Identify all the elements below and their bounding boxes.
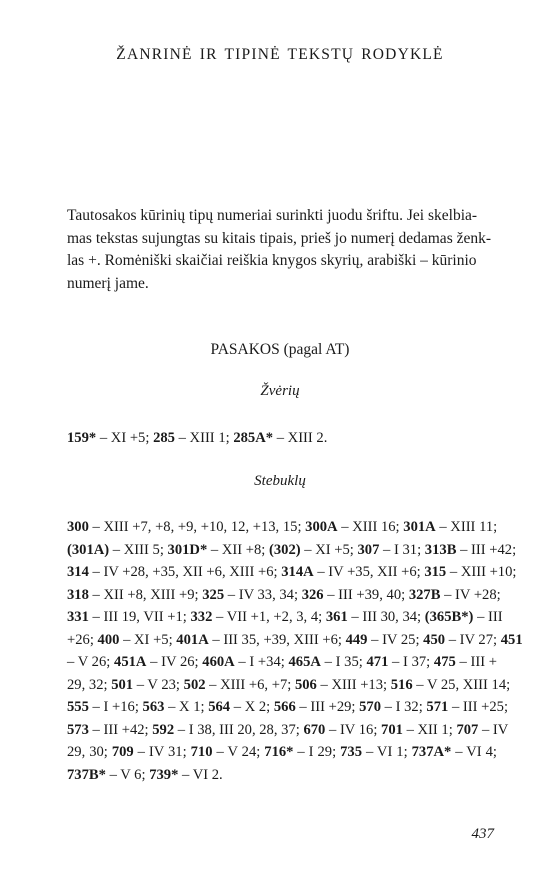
tale-type-number: 570 — [359, 699, 382, 715]
tale-type-number: 301A — [403, 519, 436, 535]
tale-type-number: 701 — [381, 721, 403, 738]
chapter-references: – I 37; — [388, 654, 434, 670]
tale-type-number: 710 — [190, 744, 213, 760]
chapter-references: – V 26; — [67, 654, 115, 670]
intro-paragraph — [67, 205, 497, 295]
entries-zveriu — [67, 427, 497, 450]
tale-type-number: 592 — [152, 721, 175, 738]
chapter-references: – V 24; — [212, 744, 265, 760]
tale-type-number: 400 — [97, 631, 120, 648]
chapter-references: – V 6; — [105, 766, 150, 783]
tale-type-number: 502 — [183, 676, 206, 693]
tale-type-number: 300 — [67, 519, 89, 535]
chapter-references: – XIII 11; — [435, 519, 498, 535]
chapter-references: – IV 27; — [445, 631, 501, 648]
chapter-references: – III 30, 34; — [347, 609, 425, 625]
entry-line — [67, 606, 503, 629]
chapter-references: – XIII +6, +7; — [205, 676, 295, 693]
chapter-references: – III +25; — [448, 699, 509, 715]
subsection-heading-zveriu: Žvėrių — [260, 383, 300, 399]
tale-type-number: 564 — [208, 699, 231, 715]
entry-line — [67, 539, 517, 562]
chapter-references: – XIII 2. — [273, 430, 328, 446]
chapter-references: – XI +5; — [119, 631, 177, 648]
tale-type-number: 315 — [424, 564, 447, 580]
intro-line: Tautosakos kūrinių tipų numeriai surinkti juodu šriftu. Jei skelbia- — [67, 207, 478, 224]
tale-type-number: 516 — [390, 676, 413, 693]
tale-type-number: 555 — [67, 699, 89, 715]
chapter-references: – XIII +7, +8, +9, +10, 12, +13, 15; — [88, 519, 306, 535]
chapter-references: – V 25, XIII 14; — [412, 676, 511, 693]
entry-line — [67, 741, 497, 764]
tale-type-number: 716* — [264, 744, 294, 760]
entry-line — [67, 561, 517, 584]
chapter-references: – XIII 16; — [337, 519, 404, 535]
chapter-references: – I 38, III 20, 28, 37; — [174, 721, 304, 738]
chapter-references: – IV 16; — [325, 721, 382, 738]
chapter-references: – IV +28; — [440, 586, 501, 603]
entries-stebuklu — [67, 516, 523, 786]
intro-line: las +. Romėniški skaičiai reiškia knygos skyrių, arabiški – kūrinio — [67, 252, 477, 269]
tale-type-number: 449 — [345, 631, 368, 648]
chapter-references: – III 35, +39, XIII +6; — [208, 631, 346, 648]
chapter-references: – XIII +10; — [446, 564, 517, 580]
tale-type-number: 471 — [366, 654, 389, 670]
tale-type-number: 475 — [433, 654, 456, 670]
entry-line — [67, 696, 509, 719]
entry-line — [67, 651, 497, 674]
chapter-references: – XIII 5; — [109, 541, 168, 558]
chapter-references: – III — [473, 609, 503, 625]
chapter-references: – VI 2. — [178, 766, 223, 783]
tale-type-number: 709 — [111, 744, 134, 760]
chapter-references: – IV 33, 34; — [224, 586, 302, 603]
tale-type-number: 563 — [142, 699, 165, 715]
chapter-references: – I 29; — [293, 744, 341, 760]
chapter-references: – IV +28, +35, XII +6, XIII +6; — [88, 564, 282, 580]
tale-type-number: 670 — [303, 721, 326, 738]
entry-line — [67, 427, 497, 450]
entry-line — [67, 764, 497, 787]
tale-type-number: 331 — [67, 609, 89, 625]
tale-type-number: 285 — [153, 430, 175, 446]
chapter-references: – III +42; — [456, 541, 517, 558]
chapter-references: – III 19, VII +1; — [88, 609, 191, 625]
tale-type-number: 314 — [67, 564, 89, 580]
chapter-references: – XI +5; — [96, 430, 154, 446]
tale-type-number: 566 — [273, 699, 296, 715]
tale-type-number: 707 — [456, 721, 479, 738]
tale-type-number: 460A — [202, 654, 235, 670]
tale-type-number: (301A) — [67, 541, 110, 558]
tale-type-number: 301D* — [167, 541, 208, 558]
chapter-references: – IV +35, XII +6; — [313, 564, 425, 580]
chapter-references: – XIII +13; — [316, 676, 391, 693]
chapter-references: +26; — [67, 631, 98, 648]
entry-line — [67, 674, 511, 697]
tale-type-number: 739* — [149, 766, 179, 783]
chapter-references: – XII +8, XIII +9; — [88, 586, 203, 603]
chapter-references: – I +34; — [234, 654, 289, 670]
subsection-heading-stebuklu: Stebuklų — [254, 473, 306, 489]
chapter-references: – XII 1; — [402, 721, 457, 738]
chapter-references: – X 1; — [164, 699, 209, 715]
chapter-references: – I 32; — [381, 699, 427, 715]
chapter-references: – VI 4; — [451, 744, 497, 760]
tale-type-number: 501 — [111, 676, 134, 693]
tale-type-number: 307 — [357, 541, 380, 558]
tale-type-number: 332 — [190, 609, 213, 625]
chapter-references: – XI +5; — [300, 541, 358, 558]
tale-type-number: 451A — [114, 654, 147, 670]
chapter-references: – X 2; — [230, 699, 274, 715]
chapter-references: – VII +1, +2, 3, 4; — [212, 609, 326, 625]
chapter-references: – I +16; — [88, 699, 143, 715]
tale-type-number: 313B — [424, 541, 457, 558]
chapter-references: – III +42; — [88, 721, 153, 738]
tale-type-number: (365B*) — [424, 609, 474, 625]
tale-type-number: 735 — [340, 744, 362, 760]
intro-line: numerį jame. — [67, 274, 149, 292]
page-number: 437 — [471, 826, 494, 842]
tale-type-number: 318 — [67, 586, 89, 603]
chapter-references: – IV 26; — [146, 654, 203, 670]
tale-type-number: 327B — [408, 586, 441, 603]
tale-type-number: (302) — [269, 541, 301, 558]
chapter-references: – V 23; — [133, 676, 184, 693]
tale-type-number: 361 — [325, 609, 348, 625]
tale-type-number: 300A — [305, 519, 338, 535]
tale-type-number: 506 — [294, 676, 317, 693]
entry-line — [67, 719, 509, 742]
chapter-references: – XIII 1; — [174, 430, 234, 446]
chapter-references: – VI 1; — [361, 744, 412, 760]
chapter-references: 29, 32; — [67, 676, 112, 693]
tale-type-number: 737A* — [411, 744, 452, 760]
entry-line — [67, 516, 497, 539]
tale-type-number: 465A — [288, 654, 321, 670]
tale-type-number: 450 — [423, 631, 446, 648]
tale-type-number: 159* — [67, 430, 97, 446]
tale-type-number: 285A* — [233, 430, 274, 446]
chapter-references: – IV 25; — [367, 631, 424, 648]
chapter-references: 29, 30; — [67, 744, 112, 760]
chapter-references: – XII +8; — [207, 541, 269, 558]
chapter-references: – III +39, 40; — [323, 586, 409, 603]
chapter-references: – I 31; — [379, 541, 425, 558]
tale-type-number: 737B* — [67, 766, 106, 783]
chapter-references: – III + — [455, 654, 497, 670]
tale-type-number: 401A — [176, 631, 209, 648]
tale-type-number: 326 — [301, 586, 324, 603]
tale-type-number: 451 — [500, 631, 523, 648]
intro-line: mas tekstas sujungtas su kitais tipais, prieš jo numerį dedamas ženk- — [67, 229, 492, 247]
entry-line — [67, 584, 501, 607]
entry-line — [67, 629, 523, 652]
tale-type-number: 573 — [67, 721, 89, 738]
section-title: PASAKOS (pagal AT) — [210, 341, 350, 358]
tale-type-number: 571 — [426, 699, 449, 715]
tale-type-number: 325 — [202, 586, 225, 603]
chapter-references: – IV — [478, 721, 509, 738]
chapter-references: – I 35; — [320, 654, 367, 670]
page-title: ŽANRINĖ IR TIPINĖ TEKSTŲ RODYKLĖ — [116, 46, 444, 63]
chapter-references: – IV 31; — [133, 744, 191, 760]
tale-type-number: 314A — [281, 564, 314, 580]
chapter-references: – III +29; — [295, 699, 360, 715]
